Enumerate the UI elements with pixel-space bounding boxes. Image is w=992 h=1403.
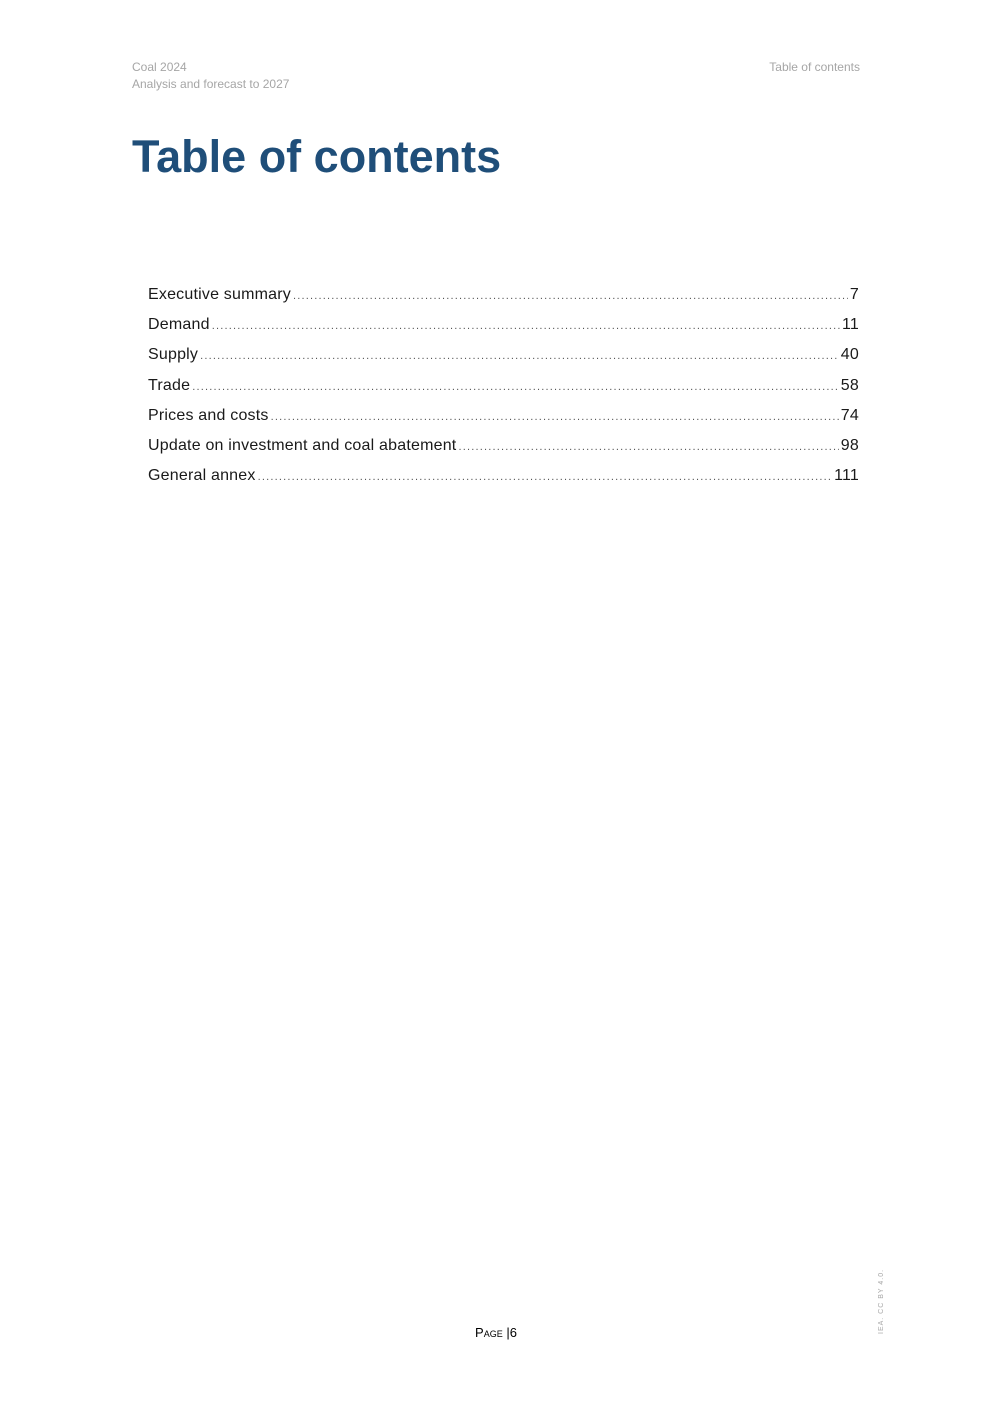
toc-entry-page: 98: [840, 436, 859, 454]
page-separator: |: [506, 1325, 510, 1340]
page-word: Page: [475, 1325, 503, 1340]
toc-entry-general-annex[interactable]: [148, 467, 859, 497]
toc-entry-label: General annex: [148, 467, 256, 485]
license-notice: IEA. CC BY 4.0.: [878, 1268, 885, 1334]
toc-entry-page: 111: [834, 467, 859, 485]
running-header-left: [132, 59, 289, 93]
toc-entry-page: 58: [840, 376, 859, 394]
running-header-section: Table of contents: [769, 60, 860, 74]
page-number: 6: [509, 1325, 517, 1340]
toc-entry-label: Prices and costs: [148, 406, 269, 424]
report-title: Coal 2024: [132, 60, 187, 74]
toc-entry-investment-and-abatement[interactable]: [148, 437, 859, 467]
toc-entry-label: Supply: [148, 346, 199, 364]
toc-entry-demand[interactable]: [148, 316, 859, 346]
toc-entry-page: 40: [840, 346, 859, 364]
toc-dot-leader: [258, 471, 833, 483]
toc-dot-leader: [200, 350, 839, 362]
toc-entry-trade[interactable]: [148, 377, 859, 407]
toc-entry-page: 74: [840, 406, 859, 424]
toc-entry-prices-and-costs[interactable]: [148, 407, 859, 437]
toc-entry-page: 11: [841, 316, 859, 334]
toc-dot-leader: [212, 320, 840, 332]
page-footer: [0, 1325, 992, 1340]
toc-list: [148, 286, 859, 497]
toc-dot-leader: [271, 411, 839, 423]
toc-dot-leader: [192, 381, 839, 393]
toc-entry-label: Update on investment and coal abatement: [148, 436, 457, 454]
toc-entry-label: Executive summary: [148, 286, 291, 303]
toc-entry-supply[interactable]: [148, 346, 859, 376]
toc-entry-label: Trade: [148, 376, 191, 394]
toc-entry-page: 7: [849, 286, 859, 303]
toc-dot-leader: [293, 290, 848, 302]
toc-dot-leader: [458, 441, 838, 453]
page-title: Table of contents: [132, 131, 502, 182]
report-subtitle: Analysis and forecast to 2027: [132, 77, 290, 91]
toc-entry-label: Demand: [148, 316, 210, 334]
toc-entry-executive-summary[interactable]: [148, 286, 859, 316]
